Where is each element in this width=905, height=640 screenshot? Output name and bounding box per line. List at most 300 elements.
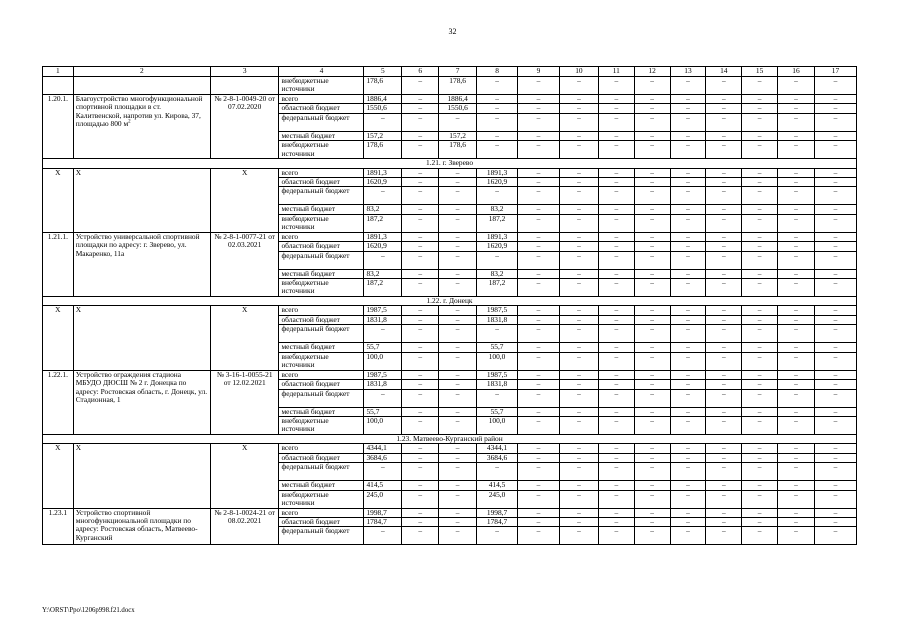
value-cell: – (598, 407, 634, 416)
value-cell: – (670, 343, 706, 352)
value-cell: – (402, 251, 439, 269)
value-cell: – (518, 481, 560, 490)
value-cell: – (670, 325, 706, 343)
value-cell: – (670, 232, 706, 241)
value-cell: 3684,6 (477, 453, 518, 462)
value-cell: – (477, 131, 518, 140)
value-cell: – (814, 527, 856, 545)
column-number-cell: 9 (518, 67, 560, 77)
value-cell: – (706, 168, 742, 177)
funding-source-label: местный бюджет (279, 131, 364, 140)
value-cell: – (518, 251, 560, 269)
section-title: 1.22. г. Донецк (43, 297, 857, 306)
value-cell: – (778, 95, 815, 104)
value-cell: – (477, 325, 518, 343)
value-cell: – (778, 343, 815, 352)
value-cell: – (706, 306, 742, 315)
value-cell: – (706, 490, 742, 508)
item-description-cell-text: Х (75, 305, 82, 315)
value-cell: – (559, 178, 598, 187)
table-row (43, 95, 857, 104)
document-number-cell (210, 306, 279, 370)
value-cell: – (439, 490, 477, 508)
value-cell: – (814, 131, 856, 140)
item-description-cell (73, 232, 210, 296)
value-cell: – (559, 141, 598, 159)
value-cell: – (706, 380, 742, 389)
table-row (43, 306, 857, 315)
value-cell: – (778, 407, 815, 416)
value-cell: – (518, 315, 560, 324)
value-cell: – (439, 463, 477, 481)
value-cell: – (598, 178, 634, 187)
value-cell: – (559, 508, 598, 517)
value-cell: – (518, 104, 560, 113)
value-cell: – (670, 370, 706, 379)
value-cell: – (706, 279, 742, 297)
value-cell: 1831,8 (477, 380, 518, 389)
value-cell: – (814, 389, 856, 407)
item-number-cell-text: 1.20.1. (47, 94, 69, 103)
value-cell: – (634, 325, 670, 343)
value-cell: – (706, 517, 742, 526)
value-cell: 1886,4 (364, 95, 402, 104)
value-cell: 414,5 (477, 481, 518, 490)
value-cell: – (778, 389, 815, 407)
value-cell: – (439, 481, 477, 490)
value-cell: – (598, 306, 634, 315)
value-cell: – (634, 168, 670, 177)
value-cell: – (706, 214, 742, 232)
column-number-cell: 15 (742, 67, 778, 77)
value-cell: 1891,3 (477, 232, 518, 241)
value-cell: – (742, 104, 778, 113)
column-number-cell: 17 (814, 67, 856, 77)
value-cell: – (634, 444, 670, 453)
value-cell: – (742, 95, 778, 104)
column-number-cell: 5 (364, 67, 402, 77)
value-cell: 1784,7 (477, 517, 518, 526)
value-cell: – (742, 508, 778, 517)
funding-source-label: всего (279, 232, 364, 241)
value-cell: – (778, 77, 815, 95)
value-cell: – (402, 95, 439, 104)
value-cell: – (634, 352, 670, 370)
value-cell: – (598, 205, 634, 214)
document-number-cell (210, 232, 279, 296)
value-cell: – (742, 178, 778, 187)
funding-source-label: всего (279, 370, 364, 379)
value-cell: 100,0 (477, 352, 518, 370)
column-number-cell: 1 (43, 67, 74, 77)
value-cell: – (439, 416, 477, 434)
value-cell: – (742, 269, 778, 278)
value-cell: – (670, 352, 706, 370)
funding-source-label: местный бюджет (279, 407, 364, 416)
value-cell: – (439, 113, 477, 131)
table-row (43, 370, 857, 379)
value-cell: – (670, 463, 706, 481)
table-body (43, 67, 857, 545)
funding-source-label: внебюджетные источники (279, 352, 364, 370)
value-cell: – (670, 508, 706, 517)
value-cell: – (778, 416, 815, 434)
value-cell: – (706, 141, 742, 159)
value-cell: – (742, 527, 778, 545)
value-cell: – (670, 453, 706, 462)
value-cell: – (814, 178, 856, 187)
column-number-cell: 10 (559, 67, 598, 77)
section-header-row (43, 297, 857, 306)
value-cell: – (634, 269, 670, 278)
value-cell: – (518, 325, 560, 343)
value-cell: – (742, 187, 778, 205)
value-cell: – (559, 453, 598, 462)
value-cell: – (778, 269, 815, 278)
value-cell: – (742, 490, 778, 508)
column-number-cell: 16 (778, 67, 815, 77)
value-cell: – (742, 325, 778, 343)
value-cell: – (706, 251, 742, 269)
value-cell: – (742, 481, 778, 490)
value-cell: – (778, 370, 815, 379)
value-cell: – (670, 187, 706, 205)
value-cell: – (559, 481, 598, 490)
document-number-cell (210, 508, 279, 545)
value-cell: 1987,5 (364, 306, 402, 315)
value-cell: – (598, 168, 634, 177)
value-cell: – (634, 77, 670, 95)
value-cell: – (559, 131, 598, 140)
value-cell: – (634, 416, 670, 434)
value-cell: – (518, 232, 560, 241)
funding-source-label: федеральный бюджет (279, 113, 364, 131)
value-cell: – (634, 463, 670, 481)
value-cell: – (634, 205, 670, 214)
value-cell: – (706, 444, 742, 453)
value-cell: – (559, 416, 598, 434)
value-cell: – (559, 205, 598, 214)
value-cell: – (706, 232, 742, 241)
document-number-cell-text: № 2-8-1-0024-21 от 08.02.2021 (214, 508, 276, 525)
value-cell: – (518, 95, 560, 104)
value-cell: – (706, 508, 742, 517)
page-number: 32 (448, 27, 457, 36)
value-cell: – (814, 380, 856, 389)
item-number-cell (43, 232, 74, 296)
value-cell: – (518, 389, 560, 407)
funding-source-label: местный бюджет (279, 343, 364, 352)
item-number-cell (43, 508, 74, 545)
value-cell: – (598, 131, 634, 140)
value-cell: – (439, 306, 477, 315)
value-cell: – (814, 325, 856, 343)
funding-source-label: местный бюджет (279, 481, 364, 490)
value-cell: – (742, 444, 778, 453)
value-cell: – (402, 463, 439, 481)
value-cell: – (742, 232, 778, 241)
value-cell: – (559, 352, 598, 370)
value-cell: – (742, 389, 778, 407)
value-cell: – (598, 141, 634, 159)
value-cell: – (706, 205, 742, 214)
value-cell: – (439, 517, 477, 526)
funding-source-label: всего (279, 508, 364, 517)
value-cell: – (814, 187, 856, 205)
value-cell: 245,0 (477, 490, 518, 508)
funding-source-label: местный бюджет (279, 269, 364, 278)
value-cell: – (439, 214, 477, 232)
value-cell: – (778, 168, 815, 177)
column-number-cell: 3 (210, 67, 279, 77)
item-description-cell (73, 168, 210, 232)
value-cell: – (778, 242, 815, 251)
value-cell: 55,7 (477, 343, 518, 352)
funding-source-label: внебюджетные источники (279, 141, 364, 159)
value-cell: 178,6 (364, 77, 402, 95)
value-cell: – (742, 251, 778, 269)
item-number-cell-text: Х (55, 168, 61, 177)
value-cell: – (742, 279, 778, 297)
value-cell: 187,2 (477, 279, 518, 297)
value-cell: – (634, 178, 670, 187)
value-cell: – (364, 251, 402, 269)
value-cell: – (439, 279, 477, 297)
value-cell: – (559, 214, 598, 232)
value-cell: 1987,5 (477, 306, 518, 315)
value-cell: – (814, 517, 856, 526)
value-cell: – (364, 325, 402, 343)
value-cell: – (402, 113, 439, 131)
value-cell: – (439, 325, 477, 343)
item-number-cell (43, 370, 74, 434)
value-cell: 4344,1 (477, 444, 518, 453)
value-cell: 178,6 (439, 77, 477, 95)
value-cell: – (439, 269, 477, 278)
value-cell: 4344,1 (364, 444, 402, 453)
value-cell: – (559, 279, 598, 297)
value-cell: – (518, 178, 560, 187)
value-cell: – (670, 178, 706, 187)
item-description-cell (73, 508, 210, 545)
value-cell: – (559, 490, 598, 508)
funding-source-label: внебюджетные источники (279, 490, 364, 508)
value-cell: 1784,7 (364, 517, 402, 526)
value-cell: – (814, 279, 856, 297)
value-cell: – (634, 490, 670, 508)
value-cell: – (778, 104, 815, 113)
value-cell: – (559, 370, 598, 379)
value-cell: – (742, 463, 778, 481)
value-cell: – (559, 104, 598, 113)
value-cell: – (402, 416, 439, 434)
value-cell: 1831,8 (477, 315, 518, 324)
value-cell: – (598, 269, 634, 278)
value-cell: – (742, 306, 778, 315)
value-cell: – (559, 325, 598, 343)
funding-source-label: федеральный бюджет (279, 389, 364, 407)
value-cell: 83,2 (477, 269, 518, 278)
value-cell: 1831,8 (364, 380, 402, 389)
value-cell: – (439, 187, 477, 205)
value-cell: – (670, 77, 706, 95)
column-number-row (43, 67, 857, 77)
value-cell: – (814, 113, 856, 131)
value-cell: – (598, 95, 634, 104)
value-cell: – (518, 343, 560, 352)
value-cell: – (742, 242, 778, 251)
value-cell: – (402, 104, 439, 113)
value-cell: – (778, 463, 815, 481)
value-cell: 245,0 (364, 490, 402, 508)
value-cell: – (402, 131, 439, 140)
value-cell: – (670, 269, 706, 278)
value-cell: – (598, 517, 634, 526)
value-cell: – (477, 187, 518, 205)
value-cell: – (518, 517, 560, 526)
value-cell: – (518, 113, 560, 131)
value-cell: – (778, 232, 815, 241)
value-cell: – (814, 508, 856, 517)
value-cell: – (598, 214, 634, 232)
document-number-cell-text: Х (242, 443, 248, 453)
value-cell: – (670, 242, 706, 251)
value-cell: – (477, 141, 518, 159)
value-cell: – (439, 380, 477, 389)
superscript: 2 (128, 119, 131, 125)
value-cell: – (518, 370, 560, 379)
value-cell: – (402, 380, 439, 389)
value-cell: – (559, 95, 598, 104)
value-cell: – (634, 306, 670, 315)
item-number-cell-text: 1.23.1 (48, 508, 68, 517)
value-cell: – (634, 242, 670, 251)
value-cell: – (598, 113, 634, 131)
section-title: 1.21. г. Зверево (43, 159, 857, 168)
value-cell: – (778, 141, 815, 159)
value-cell: – (742, 343, 778, 352)
value-cell: – (742, 77, 778, 95)
value-cell: – (439, 389, 477, 407)
value-cell: – (742, 205, 778, 214)
value-cell: – (706, 453, 742, 462)
funding-source-label: всего (279, 168, 364, 177)
value-cell: – (559, 527, 598, 545)
value-cell: – (814, 315, 856, 324)
value-cell: – (439, 232, 477, 241)
value-cell: – (634, 481, 670, 490)
value-cell: – (706, 463, 742, 481)
value-cell: – (778, 251, 815, 269)
empty-cell (43, 77, 74, 95)
item-number-cell-text: Х (55, 305, 61, 315)
value-cell: – (814, 104, 856, 113)
document-number-cell-text: Х (242, 305, 248, 315)
value-cell: – (706, 131, 742, 140)
value-cell: – (634, 279, 670, 297)
value-cell: – (706, 389, 742, 407)
value-cell: – (559, 389, 598, 407)
value-cell: – (402, 352, 439, 370)
value-cell: – (402, 389, 439, 407)
value-cell: 83,2 (364, 269, 402, 278)
value-cell: – (402, 214, 439, 232)
column-number-cell: 8 (477, 67, 518, 77)
value-cell: – (402, 407, 439, 416)
funding-source-label: местный бюджет (279, 205, 364, 214)
value-cell: – (598, 453, 634, 462)
value-cell: – (598, 481, 634, 490)
value-cell: – (634, 508, 670, 517)
value-cell: – (559, 343, 598, 352)
value-cell: – (706, 269, 742, 278)
value-cell: – (439, 453, 477, 462)
value-cell: – (598, 104, 634, 113)
value-cell: – (814, 205, 856, 214)
document-number-cell-text: № 2-8-1-0049-20 от 07.02.2020 (214, 94, 276, 112)
value-cell: – (778, 214, 815, 232)
value-cell: – (598, 490, 634, 508)
table-row (43, 444, 857, 453)
value-cell: – (402, 370, 439, 379)
value-cell: – (778, 325, 815, 343)
item-number-cell (43, 168, 74, 232)
value-cell: – (706, 104, 742, 113)
value-cell: – (670, 527, 706, 545)
value-cell: – (598, 444, 634, 453)
value-cell: – (402, 269, 439, 278)
funding-source-label: внебюджетные источники (279, 279, 364, 297)
value-cell: – (439, 407, 477, 416)
value-cell: – (439, 508, 477, 517)
value-cell: – (518, 453, 560, 462)
value-cell: – (814, 463, 856, 481)
funding-source-label: областной бюджет (279, 178, 364, 187)
funding-source-label: внебюджетные источники (279, 214, 364, 232)
value-cell: – (598, 463, 634, 481)
item-description-cell-text: Х (75, 168, 82, 177)
value-cell: – (778, 380, 815, 389)
value-cell: – (814, 352, 856, 370)
value-cell: – (559, 306, 598, 315)
value-cell: – (742, 168, 778, 177)
value-cell: – (518, 306, 560, 315)
value-cell: – (598, 315, 634, 324)
value-cell: – (402, 315, 439, 324)
value-cell: – (742, 370, 778, 379)
value-cell: – (598, 416, 634, 434)
value-cell: – (559, 380, 598, 389)
value-cell: – (814, 95, 856, 104)
item-number-cell-text: 1.21.1. (47, 232, 69, 241)
value-cell: – (518, 187, 560, 205)
value-cell: – (559, 463, 598, 481)
value-cell: 1987,5 (364, 370, 402, 379)
item-description-cell (73, 306, 210, 370)
value-cell: 1831,8 (364, 315, 402, 324)
value-cell: – (742, 380, 778, 389)
value-cell: – (598, 389, 634, 407)
value-cell: 1620,9 (364, 178, 402, 187)
value-cell: – (518, 407, 560, 416)
value-cell: – (814, 232, 856, 241)
value-cell: – (778, 453, 815, 462)
value-cell: – (670, 279, 706, 297)
value-cell: – (402, 481, 439, 490)
value-cell: – (439, 168, 477, 177)
value-cell: – (598, 380, 634, 389)
value-cell: – (670, 315, 706, 324)
